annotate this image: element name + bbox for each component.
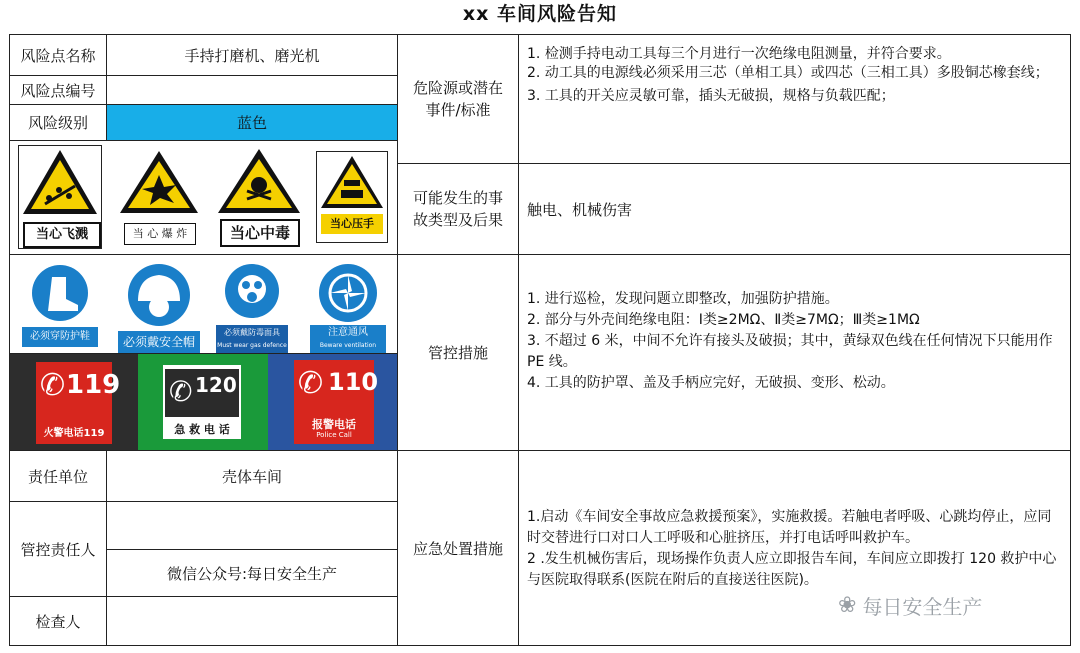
- phone-label: 报警电话: [312, 418, 356, 431]
- sign-label-zh: 必须戴防毒面具: [224, 328, 280, 337]
- risk-level-value: 蓝色: [106, 104, 398, 141]
- watermark-text: 每日安全生产: [862, 594, 983, 619]
- hazard-item: 1. 检测手持电动工具每三个月进行一次绝缘电阻测量，并符合要求。: [527, 46, 951, 62]
- consequence-label: 可能发生的事故类型及后果: [397, 163, 519, 255]
- phone-label: 火警电话119: [43, 428, 105, 439]
- emergency-item: 1.启动《车间安全事故应急救援预案》，实施救援。若触电者呼吸、心跳均停止，应同时交替进行口对口人工呼吸和心脏挤压，并打电话呼叫救护车。: [527, 509, 1052, 546]
- phone-sublabel: Police Call: [316, 431, 352, 439]
- control-content: [518, 254, 1071, 451]
- splash-warning-icon: [19, 146, 101, 218]
- hazard-label: 危险源或潜在事件/标准: [397, 34, 519, 164]
- person-value-2: 微信公众号:每日安全生产: [106, 549, 398, 597]
- explosion-warning-icon: [114, 145, 204, 217]
- ventilation-sign: [310, 261, 386, 353]
- phone-number: 119: [66, 370, 121, 400]
- sign-label-zh: 注意通风: [328, 327, 368, 338]
- phone-number: 120: [195, 373, 237, 397]
- control-item: 3. 不超过 6 米，中间不允许有接头及破损；其中，黄绿双色线在任何情况下只能用作 PE 线。: [527, 333, 1053, 370]
- sign-label-en: Must wear gas defence: [217, 342, 287, 349]
- watermark: [838, 588, 1058, 622]
- sign-label-en: Beware ventilation: [319, 342, 377, 349]
- control-label: 管控措施: [397, 254, 519, 451]
- page-title: xx 车间风险告知: [462, 3, 618, 25]
- risk-name-label: 风险点名称: [9, 34, 107, 76]
- phone-icon: ✆: [298, 366, 324, 401]
- poison-warning-icon: [214, 145, 304, 217]
- safety-helmet-sign: [118, 261, 200, 353]
- hand-crush-warning-sign: [316, 151, 388, 243]
- hand-crush-warning-icon: [317, 152, 387, 212]
- phone-icon: ✆: [169, 375, 193, 408]
- phone-icon: ✆: [40, 368, 66, 403]
- phone-number: 110: [328, 368, 379, 396]
- ambulance-phone-sign: [138, 354, 268, 450]
- consequence-value: 触电、机械伤害: [518, 163, 1071, 255]
- phone-label: 急 救 电 话: [174, 423, 230, 436]
- control-item: 4. 工具的防护罩、盖及手柄应完好，无破损、变形、松动。: [527, 375, 895, 391]
- protective-boots-sign: [22, 261, 98, 349]
- gas-mask-sign: [216, 261, 288, 353]
- inspector-value: [106, 596, 398, 646]
- sign-label: 必须穿防护鞋: [22, 327, 98, 347]
- ventilation-icon: [310, 261, 386, 325]
- mandatory-signs-row: [9, 254, 398, 354]
- hazard-item: 2. 动工具的电源线必须采用三芯（单相工具）或四芯（三相工具）多股铜芯橡套线；: [527, 65, 1049, 81]
- sign-label: 当心中毒: [220, 219, 300, 247]
- emergency-phones-row: [9, 353, 398, 451]
- poison-warning-sign: [214, 145, 304, 249]
- splash-warning-sign: [18, 145, 102, 249]
- risk-id-value: [106, 75, 398, 105]
- sign-label: 当 心 爆 炸: [124, 223, 196, 245]
- sign-label: 当心飞溅: [23, 222, 101, 248]
- safety-helmet-icon: [118, 261, 200, 329]
- sign-label: 必须戴安全帽: [118, 331, 200, 353]
- gas-mask-icon: [216, 261, 288, 323]
- wechat-icon: ❀: [838, 592, 857, 618]
- protective-boots-icon: [22, 261, 98, 325]
- fire-phone-sign: [10, 354, 138, 450]
- control-item: 2. 部分与外壳间绝缘电阻：Ⅰ类≥2MΩ、Ⅱ类≥7MΩ；Ⅲ类≥1MΩ: [527, 312, 920, 328]
- hazard-content: [518, 34, 1071, 164]
- risk-name-value: 手持打磨机、磨光机: [106, 34, 398, 76]
- unit-label: 责任单位: [9, 450, 107, 502]
- person-value-1: [106, 501, 398, 550]
- unit-value: 壳体车间: [106, 450, 398, 502]
- sign-label: 当心压手: [321, 214, 383, 234]
- police-phone-sign: [268, 354, 398, 450]
- hazard-item: 3. 工具的开关应灵敏可靠，插头无破损，规格与负载匹配；: [527, 88, 895, 104]
- control-item: 1. 进行巡检，发现问题立即整改，加强防护措施。: [527, 291, 839, 307]
- sign-label: [216, 325, 288, 354]
- risk-id-label: 风险点编号: [9, 75, 107, 105]
- risk-level-label: 风险级别: [9, 104, 107, 141]
- emergency-label: 应急处置措施: [397, 450, 519, 646]
- warning-signs-row: [9, 140, 398, 255]
- explosion-warning-sign: [114, 145, 204, 249]
- emergency-item: 2 .发生机械伤害后，现场操作负责人应立即报告车间，车间应立即拨打 120 救护中心与医院取得联系(医院在附后的直接送往医院)。: [527, 551, 1057, 588]
- sign-label: [310, 325, 386, 354]
- inspector-label: 检查人: [9, 596, 107, 646]
- person-label: 管控责任人: [9, 501, 107, 597]
